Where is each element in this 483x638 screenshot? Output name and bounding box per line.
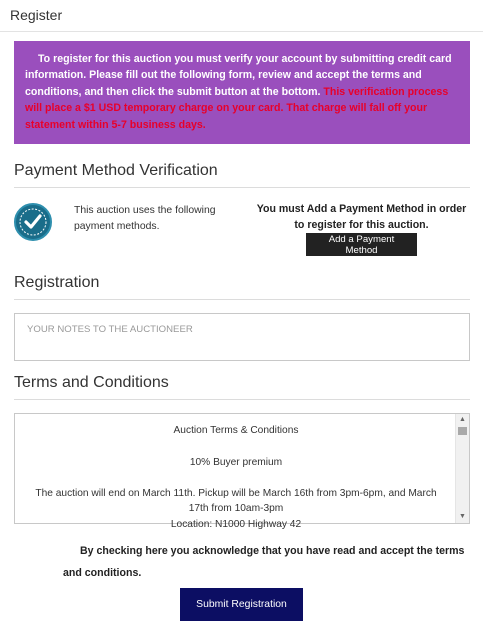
registration-section-title: Registration <box>14 274 470 300</box>
pci-compliant-check-icon <box>14 203 52 241</box>
auctioneer-notes-field[interactable] <box>14 313 470 361</box>
terms-section-title: Terms and Conditions <box>14 374 470 400</box>
page-title: Register <box>10 7 63 23</box>
top-bar <box>0 0 483 32</box>
add-payment-method-button[interactable]: Add a Payment Method <box>306 233 417 256</box>
scroll-up-arrow-icon[interactable]: ▲ <box>459 416 466 423</box>
submit-registration-button[interactable]: Submit Registration <box>180 588 303 621</box>
scroll-thumb[interactable] <box>458 427 467 435</box>
terms-buyer-premium: 10% Buyer premium <box>189 457 283 468</box>
payment-section-title: Payment Method Verification <box>14 162 470 188</box>
terms-scrollbar[interactable] <box>455 414 469 523</box>
terms-scroll-box[interactable] <box>14 413 470 530</box>
terms-end-date: The auction will end on March 11th. Pickup will be March 16th from 3pm-6pm, and March 17th from 10am-3pm <box>35 488 437 514</box>
acknowledge-line-2: and conditions. <box>63 567 142 579</box>
acknowledge-line-1: By checking here you acknowledge that you have read and accept the terms <box>80 545 465 557</box>
terms-heading: Auction Terms & Conditions <box>173 425 299 436</box>
notice-text: To register for this auction you must verify your account by submitting credit card information. Please fill out the following form, review and accept the terms and conditions, and then click the submit button at the bottom. <box>25 53 452 98</box>
notice-warning-text: This verification process will place a $1 USD temporary charge on your card. That charge will fall off your statement within 5-7 business days. <box>25 85 449 131</box>
verification-notice <box>14 41 470 144</box>
must-add-payment-text: You must Add a Payment Method in order to register for this auction. <box>256 203 467 231</box>
terms-location: Location: N1000 Highway 42 <box>170 519 302 530</box>
scroll-down-arrow-icon[interactable]: ▼ <box>459 513 466 520</box>
payment-methods-description: This auction uses the following payment methods. <box>74 205 216 232</box>
